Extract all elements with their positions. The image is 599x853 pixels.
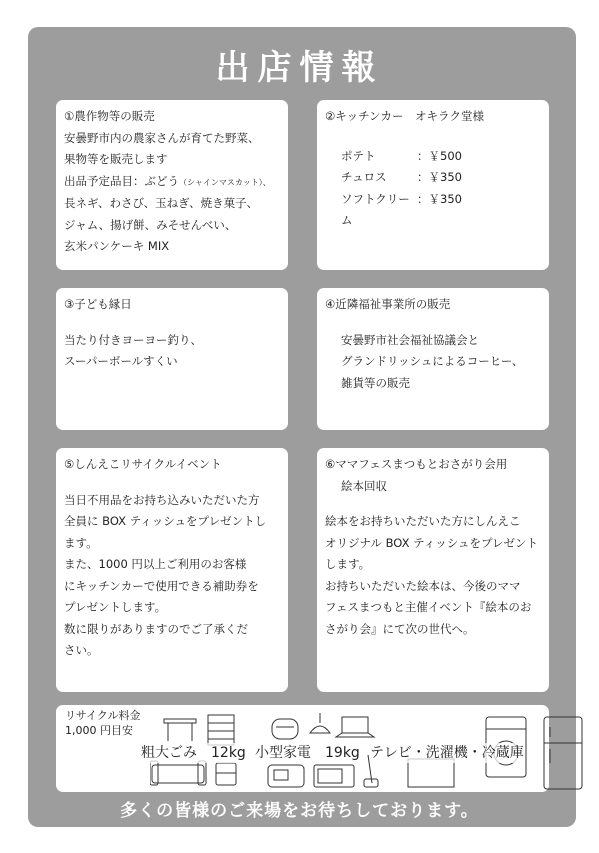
lamp-icon [310,713,330,733]
card-heading: ①農作物等の販売 [64,109,155,123]
card-line: 雑貨等の販売 [341,375,410,390]
recycle-fee-title: リサイクル料金 [65,709,141,722]
menu-item-price: ：￥350 [417,191,462,206]
rice-cooker-icon [272,719,298,739]
card-heading: ④近隣福祉事業所の販売 [325,297,451,311]
sofa-icon [150,761,206,785]
card-picture-book [317,448,549,692]
recycle-fee-amount: 1,000 円目安 [65,724,133,737]
category-large-appliances: テレビ・洗濯機・冷蔵庫 [370,745,524,761]
card-line: 安曇野市社会福祉協議会と [341,332,479,347]
card-line: 数に限りがありますのでご了承くだ [64,621,248,636]
card-line: 全員に BOX ティッシュをプレゼントし [64,514,267,528]
category-small-appliances: 小型家電 19kg [255,745,360,761]
card-heading: ⑤しんえこリサイクルイベント [64,457,222,471]
microwave-icon [314,765,354,787]
dresser-icon [208,715,234,745]
menu-item-name: ポテト [341,148,376,163]
card-line: 果物等を販売します [64,152,168,166]
menu-item [341,189,541,232]
card-line: にキッチンカーで使用できる補助券を [64,578,259,593]
card-line: します。 [325,557,371,571]
page-title: 出店情報 [215,48,384,88]
card-line: さい。 [64,643,99,657]
card-line: スーパーボールすくい [64,354,178,368]
card-line: 玄米パンケーキ MIX [64,239,170,253]
card-heading: ②キッチンカー オキラク堂様 [325,109,485,123]
card-line: オリジナル BOX ティッシュをプレゼント [325,535,539,550]
card-line: 当日不用品をお持ち込みいただいた方 [64,492,260,507]
card-line-text: 出品予定品目：ぶどう [64,173,179,188]
card-line: お持ちいただいた絵本は、今後のママ [325,578,521,593]
card-recycle-event [56,448,288,692]
card-kitchen-car [317,100,549,270]
card-heading-cont: 絵本回収 [341,478,387,493]
card-line: さがり会』にて次の世代へ。 [325,621,475,636]
card-line: ます。 [64,535,98,550]
card-welfare-sales [317,288,549,430]
menu-item [341,146,541,168]
card-line: 長ネギ、わさび、玉ねぎ、焼き菓子、 [64,196,259,210]
category-bulky-waste: 粗大ごみ 12kg [141,745,246,761]
table-icon [164,719,196,741]
laptop-icon [336,717,374,737]
chair-icon [216,763,236,785]
footer-message: 多くの皆様のご来場をお待ちしております。 [120,801,479,821]
card-line: 安曇野市内の農家さんが育てた野菜、 [64,130,260,145]
spacer [64,316,280,330]
tv-icon [408,759,454,787]
card-heading: ③子ども縁日 [64,297,132,311]
card-line: グランドリッシュによるコーヒー、 [341,354,524,368]
spacer [64,476,280,490]
card-line: また、1000 円以上ご利用のお客様 [64,557,247,571]
refrigerator-icon [544,717,582,789]
card-farm-products [56,100,288,270]
card-line-note: （シャインマスカット）、 [179,177,271,187]
card-line [64,171,280,194]
menu-item-price: ：￥350 [417,170,462,184]
menu-item-price: ：￥500 [417,148,462,163]
menu-item [341,167,541,189]
menu-list [325,146,541,232]
card-line: ジャム、揚げ餅、みそせんべい、 [64,217,237,232]
card-line: 絵本をお持ちいただいた方にしんえこ [325,514,521,528]
recycle-fee-label [65,708,140,738]
card-line: フェスまつもと主催イベント『絵本のお [325,600,532,614]
menu-item-name: チュロス [341,170,387,184]
spacer [325,497,541,511]
recycle-fee-box [56,705,549,792]
spacer [325,316,541,330]
toaster-icon [268,765,304,787]
card-line: 当たり付きヨーヨー釣り、 [64,332,202,347]
card-kids-fair [56,288,288,430]
menu-item-name: ソフトクリーム [341,191,410,227]
card-line: プレゼントします。 [64,600,167,614]
card-heading: ⑥ママフェスまつもとおさがり会用 [325,457,508,471]
